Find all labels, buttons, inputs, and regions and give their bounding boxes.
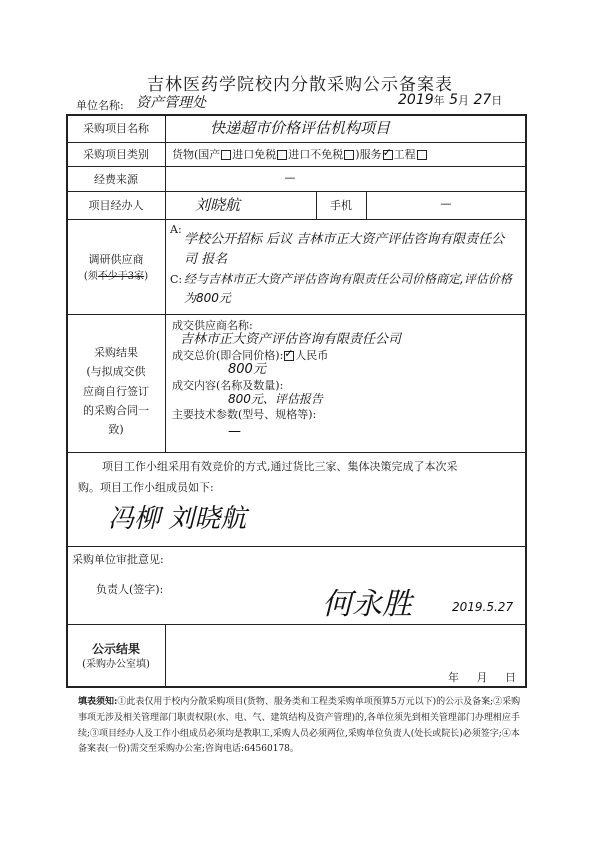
suppliers-note-struck: 不少于3家 — [97, 270, 145, 282]
deal-price-value: 800元 — [228, 362, 266, 377]
suppliers-note-suffix: ) — [144, 270, 149, 282]
team-text-line1: 项目工作小组采用有效竞价的方式,通过货比三家、集体决策完成了本次采 — [102, 460, 458, 473]
result-label — [67, 343, 165, 439]
public-result-date — [448, 670, 516, 687]
form-date — [398, 92, 502, 108]
team-statement — [78, 457, 518, 499]
responsible-signature: 何永胜 — [322, 587, 412, 622]
deal-content-label: 成交内容(名称及数量): — [172, 379, 284, 392]
public-day-char: 日 — [505, 671, 516, 684]
funding-label: 经费来源 — [94, 173, 138, 186]
date-year-char: 年 — [433, 94, 445, 107]
phone-label: 手机 — [330, 199, 352, 212]
type-engineering-label: 工程 — [393, 148, 416, 161]
supplier-a-text: 学校公开招标 后议 吉林市正大资产评估咨询有限责任公司 报名 — [184, 232, 505, 268]
instructions-lead: 填表须知: — [78, 697, 118, 707]
responsible-sign-date: 2019.5.27 — [452, 600, 514, 614]
deal-supplier-label: 成交供应商名称: — [172, 319, 253, 332]
funding-value: — — [284, 171, 296, 184]
result-label-line3: 应商自行签订 — [83, 384, 149, 398]
manager-value: 刘晓航 — [195, 196, 241, 214]
project-name-value: 快递超市价格评估机构项目 — [210, 119, 391, 137]
date-day: 27 — [473, 92, 492, 108]
checkbox-engineering[interactable] — [417, 150, 427, 160]
instructions-text: ①此表仅用于校内分散采购项目(货物、服务类和工程类采购单项预算5万元以下)的公示及备案;②采购事项无涉及相关管理部门职责权限(水、电、气、建筑结构及资产管理)的,各单位须先到相关管理部门办理相应手续;③项目经办人及工作小组成员必须均是教职工,采购人员必须两位,采购单位负责人(处长或院长)必须签字;④本备案表(一份)需交至采购办公室;咨询电话:64560178。 — [78, 697, 521, 755]
result-label-line4: 的采购合同一 — [83, 403, 149, 417]
suppliers-label-line2 — [67, 269, 165, 284]
checkbox-import-nonfree[interactable] — [344, 150, 354, 160]
suppliers-note-prefix: (须 — [83, 270, 98, 282]
suppliers-label — [67, 252, 165, 284]
deal-currency: 人民币 — [295, 349, 329, 362]
result-label-line1: 采购结果 — [94, 346, 138, 359]
checkbox-import-free[interactable] — [277, 150, 287, 160]
type-close-paren: ) — [355, 148, 360, 161]
public-result-sub: (采购办公室填) — [82, 659, 150, 670]
public-month-char: 月 — [476, 671, 488, 684]
type-goods-label: 货物(国产 — [172, 148, 221, 161]
date-month: 5 — [449, 92, 459, 108]
project-name-label: 采购项目名称 — [83, 122, 149, 135]
deal-supplier-value: 吉林市正大资产评估咨询有限责任公司 — [180, 332, 402, 347]
checkbox-rmb[interactable] — [284, 351, 294, 361]
public-year-char: 年 — [448, 671, 459, 684]
supplier-a-letter: A: — [170, 223, 182, 236]
type-import-nonfree-label: 进口不免税 — [288, 148, 344, 161]
type-service-label: 服务 — [359, 148, 382, 161]
unit-name-value: 资产管理处 — [136, 95, 206, 111]
date-day-char: 日 — [491, 94, 503, 107]
checkbox-domestic[interactable] — [221, 150, 231, 160]
checkbox-service[interactable] — [383, 150, 393, 160]
responsible-label: 负责人(签字): — [96, 583, 164, 596]
supplier-c-text: 经与吉林市正大资产评估咨询有限责任公司价格商定,评估价格为800元 — [184, 272, 512, 306]
unit-name-label: 单位名称: — [76, 99, 124, 112]
approval-label: 采购单位审批意见: — [72, 553, 164, 566]
date-month-char: 月 — [458, 94, 470, 107]
result-label-line2: (与拟成交供 — [86, 365, 146, 379]
team-text-line2: 购。项目工作小组成员如下: — [78, 480, 214, 494]
team-signatures: 冯柳 刘晓航 — [108, 504, 247, 534]
type-import-free-label: 进口免税 — [232, 148, 277, 161]
tech-params-value: — — [228, 424, 241, 439]
project-type-label: 采购项目类别 — [83, 148, 149, 161]
tech-params-label: 主要技术参数(型号、规格等): — [172, 408, 317, 421]
date-year: 2019 — [398, 92, 434, 108]
result-label-line5: 致) — [108, 423, 124, 436]
deal-price-label: 成交总价(即合同价格): — [172, 349, 284, 362]
instructions — [78, 695, 528, 758]
phone-value: — — [440, 197, 452, 210]
public-result-label: 公示结果 — [91, 642, 140, 656]
suppliers-label-line1: 调研供应商 — [88, 253, 144, 266]
manager-label: 项目经办人 — [88, 199, 144, 212]
deal-content-value: 800元、评估报告 — [228, 392, 323, 406]
form-title: 吉林医药学院校内分散采购公示备案表 — [147, 75, 453, 95]
project-type-options — [172, 147, 428, 164]
supplier-c-letter: C: — [170, 273, 183, 286]
